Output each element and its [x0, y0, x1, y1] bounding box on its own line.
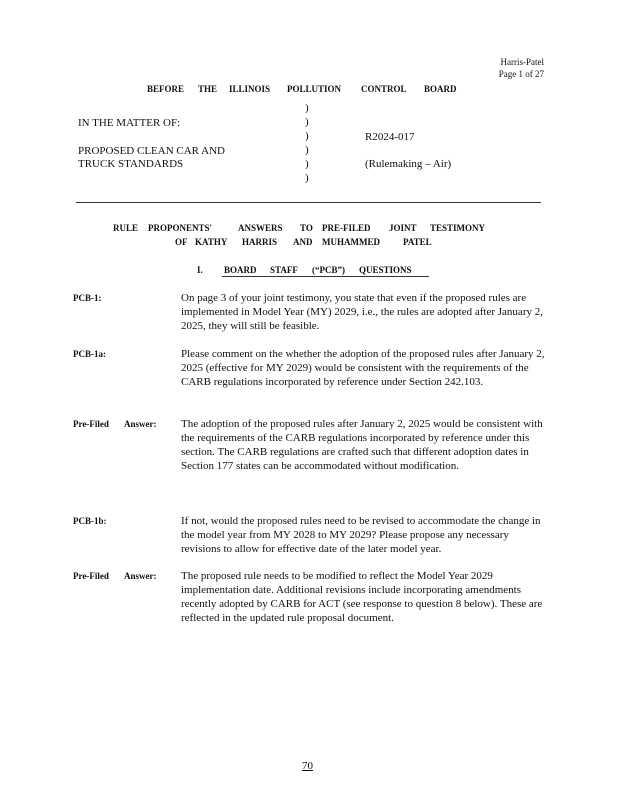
page-number: 70 — [302, 760, 313, 772]
item-label: Pre-Filed — [73, 419, 109, 429]
item-text: If not, would the proposed rules need to be revised to accommodate the change in the model year from MY 2028 to MY 2029? Please propose any necessary revisions to allow for effective date of the later model year. — [181, 515, 541, 555]
doc-title-word: PROPONENTS' — [148, 223, 213, 233]
item-text: The proposed rule needs to be modified to reflect the Model Year 2029 implementation date. Additional revisions include incorporating amendments recently adopted by CARB for ACT (see response to question 8 below). These are reflected in the updated rule proposal document. — [181, 570, 543, 624]
board-title-word: POLLUTION — [287, 84, 342, 94]
item-label-answer: Answer: — [124, 419, 157, 429]
doc-title-word: PATEL — [403, 237, 432, 247]
caption-paren: ) — [305, 116, 309, 128]
subject-line-2: TRUCK STANDARDS — [78, 158, 184, 170]
board-title-word: BEFORE — [147, 84, 185, 94]
section-underline — [222, 276, 429, 277]
item-label: PCB-1b: — [73, 516, 107, 526]
item-text: On page 3 of your joint testimony, you state that even if the proposed rules are implemented in Model Year (MY) 2029, i.e., the rules are adopted after January 2, 2025, they will still be feasible. — [181, 292, 543, 332]
caption-paren: ) — [305, 144, 309, 156]
doc-title-word: JOINT — [389, 223, 417, 233]
doc-title-word: OF — [175, 237, 188, 247]
rulemaking-type: (Rulemaking – Air) — [365, 158, 452, 170]
doc-title-word: HARRIS — [242, 237, 278, 247]
board-title-word: ILLINOIS — [229, 84, 271, 94]
item-label: PCB-1: — [73, 293, 102, 303]
header-name: Harris-Patel — [500, 57, 544, 67]
caption-paren: ) — [305, 130, 309, 142]
board-title-word: BOARD — [424, 84, 457, 94]
section-word: QUESTIONS — [359, 265, 412, 275]
item-label: Pre-Filed — [73, 571, 109, 581]
item-text: The adoption of the proposed rules after January 2, 2025 would be consistent with the requirements of the CARB regulations incorporated by reference under this section. The CARB regulations are crafted such that different adoption dates in Section 177 states can be accommodated without modification. — [181, 418, 543, 472]
header-page-info: Page 1 of 27 — [498, 69, 544, 79]
horizontal-divider — [76, 202, 541, 203]
docket-number: R2024-017 — [365, 131, 415, 143]
section-number: I. — [197, 265, 203, 275]
doc-title-word: KATHY — [195, 237, 228, 247]
item-text: Please comment on the whether the adoption of the proposed rules after January 2, 2025 (effective for MY 2029) would be consistent with the requirements of the CARB regulations incorporated by reference under Section 242.103. — [181, 348, 545, 388]
board-title-word: THE — [198, 84, 218, 94]
doc-title-word: PRE-FILED — [322, 223, 371, 233]
doc-title-word: TESTIMONY — [430, 223, 486, 233]
board-title-word: CONTROL — [361, 84, 407, 94]
caption-paren: ) — [305, 102, 309, 114]
section-word: (“PCB”) — [312, 265, 345, 275]
section-word: BOARD — [224, 265, 257, 275]
matter-line: IN THE MATTER OF: — [78, 117, 181, 129]
section-word: STAFF — [270, 265, 298, 275]
item-label-answer: Answer: — [124, 571, 157, 581]
caption-paren: ) — [305, 158, 309, 170]
doc-title-word: ANSWERS — [238, 223, 283, 233]
doc-title-word: AND — [293, 237, 313, 247]
doc-title-word: MUHAMMED — [322, 237, 380, 247]
doc-title-word: RULE — [113, 223, 139, 233]
item-label: PCB-1a: — [73, 349, 106, 359]
subject-line-1: PROPOSED CLEAN CAR AND — [78, 145, 225, 157]
caption-paren: ) — [305, 172, 309, 184]
doc-title-word: TO — [300, 223, 313, 233]
header-block — [499, 56, 544, 80]
